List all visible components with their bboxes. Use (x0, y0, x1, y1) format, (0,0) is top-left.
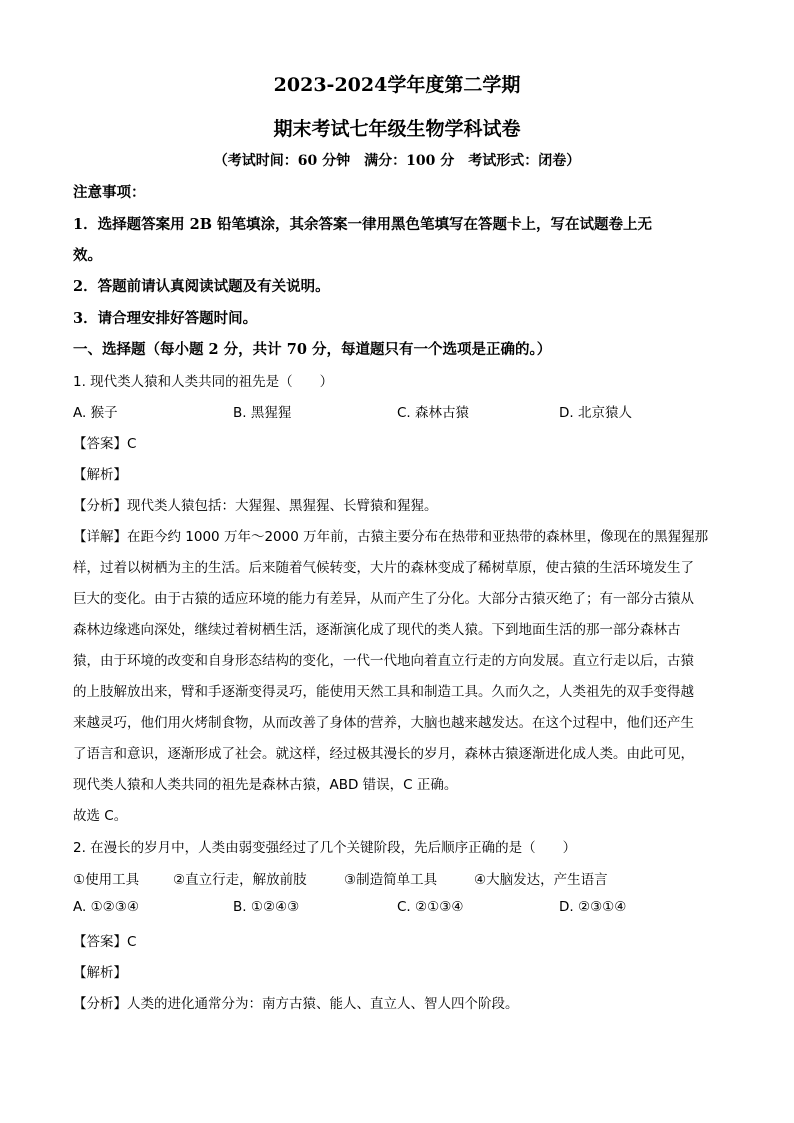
q1-detail-line: 【详解】在距今约 1000 万年～2000 万年前，古猿主要分布在热带和亚热带的森林里，像现在的黑猩猩那 (73, 529, 709, 545)
q1-option-a: A. 猴子 (73, 405, 118, 421)
q1-detail-line: 猿，由于环境的改变和自身形态结构的变化，一代一代地向着直立行走的方向发展。直立行走以后，古猿 (73, 653, 694, 669)
q2-answer: 【答案】C (73, 934, 137, 950)
exam-info: （考试时间：60 分钟 满分：100 分 考试形式：闭卷） (213, 153, 581, 169)
question-1-stem: 1. 现代类人猿和人类共同的祖先是（ ） (73, 374, 334, 390)
q2-option-b: B. ①②④③ (233, 899, 300, 915)
q1-detail-line: 样，过着以树栖为主的生活。后来随着气候转变，大片的森林变成了稀树草原，使古猿的生活环境发生了 (73, 560, 694, 576)
q1-option-c: C. 森林古猿 (397, 405, 470, 421)
section-heading: 一、选择题（每小题 2 分，共计 70 分，每道题只有一个选项是正确的。） (73, 341, 552, 358)
q1-analysis-summary: 【分析】现代类人猿包括：大猩猩、黑猩猩、长臂猿和猩猩。 (73, 498, 438, 514)
q2-option-a: A. ①②③④ (73, 899, 139, 915)
question-2-stem: 2. 在漫长的岁月中，人类由弱变强经过了几个关键阶段，先后顺序正确的是（ ） (73, 840, 577, 856)
q2-stage-4: ④大脑发达，产生语言 (474, 872, 608, 888)
note-item-2: 2．答题前请认真阅读试题及有关说明。 (73, 278, 330, 295)
q2-stage-3: ③制造简单工具 (344, 872, 438, 888)
note-item-1: 1．选择题答案用 2B 铅笔填涂，其余答案一律用黑色笔填写在答题卡上，写在试题卷上无 (73, 216, 653, 233)
q1-option-d: D. 北京猿人 (559, 405, 632, 421)
q1-detail-line: 了语言和意识，逐渐形成了社会。就这样，经过极其漫长的岁月，森林古猿逐渐进化成人类。由此可见， (73, 746, 694, 762)
q1-option-b: B. 黑猩猩 (233, 405, 292, 421)
q2-option-c: C. ②①③④ (397, 899, 464, 915)
q1-detail-line: 巨大的变化。由于古猿的适应环境的能力有差异，从而产生了分化。大部分古猿灭绝了；有一部分古猿从 (73, 591, 694, 607)
q2-stage-2: ②直立行走，解放前肢 (173, 872, 307, 888)
notes-heading: 注意事项： (73, 184, 146, 201)
q2-analysis-summary: 【分析】人类的进化通常分为：南方古猿、能人、直立人、智人四个阶段。 (73, 996, 519, 1012)
q1-detail-line: 现代类人猿和人类共同的祖先是森林古猿，ABD 错误，C 正确。 (73, 777, 458, 793)
q1-analysis-label: 【解析】 (73, 467, 127, 483)
note-item-1-cont: 效。 (73, 247, 102, 264)
q2-option-d: D. ②③①④ (559, 899, 627, 915)
q1-detail-line: 的上肢解放出来，臂和手逐渐变得灵巧，能使用天然工具和制造工具。久而久之，人类祖先的双手变得越 (73, 684, 694, 700)
exam-title-subject: 期末考试七年级生物学科试卷 (273, 118, 521, 140)
q2-stage-1: ①使用工具 (73, 872, 140, 888)
q1-conclusion: 故选 C。 (73, 808, 128, 824)
q1-detail-line: 来越灵巧，他们用火烤制食物，从而改善了身体的营养，大脑也越来越发达。在这个过程中，他们还产生 (73, 715, 694, 731)
exam-title-term: 2023-2024学年度第二学期 (273, 74, 521, 96)
note-item-3: 3．请合理安排好答题时间。 (73, 310, 258, 327)
q1-answer: 【答案】C (73, 436, 137, 452)
q1-detail-line: 森林边缘逃向深处，继续过着树栖生活，逐渐演化成了现代的类人猿。下到地面生活的那一部分森林古 (73, 622, 681, 638)
q2-analysis-label: 【解析】 (73, 965, 127, 981)
